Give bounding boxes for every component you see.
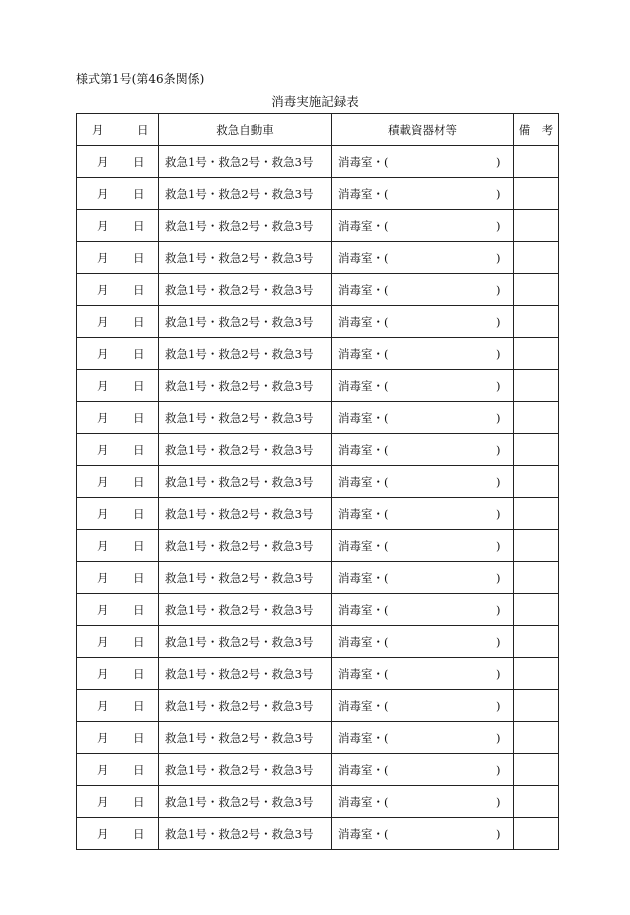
equipment-cell[interactable] (332, 306, 514, 338)
remarks-cell[interactable] (514, 722, 559, 754)
vehicle-cell[interactable]: 救急1号・救急2号・救急3号 (159, 242, 332, 274)
remarks-cell[interactable] (514, 562, 559, 594)
table-row (77, 402, 559, 434)
date-cell[interactable] (77, 434, 159, 466)
table-row (77, 498, 559, 530)
vehicle-cell[interactable]: 救急1号・救急2号・救急3号 (159, 146, 332, 178)
equipment-prefix: 消毒室・( (338, 410, 389, 425)
month-label: 月 (97, 186, 109, 201)
table-row (77, 658, 559, 690)
date-cell[interactable] (77, 786, 159, 818)
date-cell[interactable] (77, 306, 159, 338)
equipment-prefix: 消毒室・( (338, 282, 389, 297)
table-row (77, 530, 559, 562)
vehicle-cell[interactable]: 救急1号・救急2号・救急3号 (159, 722, 332, 754)
equipment-cell[interactable] (332, 786, 514, 818)
vehicle-cell[interactable]: 救急1号・救急2号・救急3号 (159, 658, 332, 690)
equipment-prefix: 消毒室・( (338, 314, 389, 329)
equipment-close-paren: ) (496, 826, 501, 841)
month-label: 月 (97, 666, 109, 681)
month-label: 月 (97, 570, 109, 585)
vehicle-cell[interactable]: 救急1号・救急2号・救急3号 (159, 818, 332, 850)
equipment-cell[interactable] (332, 754, 514, 786)
day-label: 日 (133, 250, 145, 265)
vehicle-cell[interactable]: 救急1号・救急2号・救急3号 (159, 626, 332, 658)
equipment-cell[interactable] (332, 338, 514, 370)
equipment-prefix: 消毒室・( (338, 474, 389, 489)
remarks-cell[interactable] (514, 146, 559, 178)
vehicle-cell[interactable]: 救急1号・救急2号・救急3号 (159, 306, 332, 338)
table-row (77, 818, 559, 850)
equipment-prefix: 消毒室・( (338, 826, 389, 841)
month-label: 月 (97, 506, 109, 521)
day-label: 日 (133, 602, 145, 617)
date-cell[interactable] (77, 178, 159, 210)
header-equipment: 積載資器材等 (332, 114, 514, 146)
equipment-prefix: 消毒室・( (338, 154, 389, 169)
date-cell[interactable] (77, 658, 159, 690)
month-label: 月 (97, 474, 109, 489)
month-label: 月 (97, 282, 109, 297)
day-label: 日 (133, 346, 145, 361)
equipment-prefix: 消毒室・( (338, 666, 389, 681)
day-label: 日 (133, 282, 145, 297)
equipment-close-paren: ) (496, 186, 501, 201)
date-cell[interactable] (77, 594, 159, 626)
remarks-cell[interactable] (514, 626, 559, 658)
date-cell[interactable] (77, 242, 159, 274)
table-row (77, 434, 559, 466)
day-label: 日 (133, 538, 145, 553)
equipment-cell[interactable] (332, 370, 514, 402)
day-label: 日 (133, 442, 145, 457)
equipment-close-paren: ) (496, 666, 501, 681)
table-row (77, 562, 559, 594)
table-row (77, 146, 559, 178)
table-row (77, 210, 559, 242)
remarks-cell[interactable] (514, 818, 559, 850)
day-label: 日 (133, 506, 145, 521)
month-label: 月 (97, 826, 109, 841)
equipment-prefix: 消毒室・( (338, 794, 389, 809)
month-label: 月 (97, 794, 109, 809)
vehicle-cell[interactable]: 救急1号・救急2号・救急3号 (159, 562, 332, 594)
vehicle-cell[interactable]: 救急1号・救急2号・救急3号 (159, 498, 332, 530)
day-label: 日 (133, 154, 145, 169)
day-label: 日 (133, 634, 145, 649)
disinfection-record-table (76, 113, 559, 850)
remarks-cell[interactable] (514, 594, 559, 626)
equipment-cell[interactable] (332, 626, 514, 658)
equipment-prefix: 消毒室・( (338, 218, 389, 233)
remarks-cell[interactable] (514, 370, 559, 402)
day-label: 日 (133, 698, 145, 713)
header-vehicle: 救急自動車 (159, 114, 332, 146)
remarks-cell[interactable] (514, 178, 559, 210)
equipment-prefix: 消毒室・( (338, 378, 389, 393)
table-row (77, 690, 559, 722)
day-label: 日 (133, 826, 145, 841)
month-label: 月 (97, 154, 109, 169)
vehicle-cell[interactable]: 救急1号・救急2号・救急3号 (159, 466, 332, 498)
date-cell[interactable] (77, 146, 159, 178)
remarks-cell[interactable] (514, 658, 559, 690)
vehicle-cell[interactable]: 救急1号・救急2号・救急3号 (159, 274, 332, 306)
date-cell[interactable] (77, 562, 159, 594)
equipment-prefix: 消毒室・( (338, 442, 389, 457)
equipment-cell[interactable] (332, 274, 514, 306)
date-cell[interactable] (77, 210, 159, 242)
vehicle-cell[interactable]: 救急1号・救急2号・救急3号 (159, 594, 332, 626)
date-cell[interactable] (77, 370, 159, 402)
equipment-prefix: 消毒室・( (338, 634, 389, 649)
table-row (77, 626, 559, 658)
equipment-close-paren: ) (496, 474, 501, 489)
equipment-close-paren: ) (496, 794, 501, 809)
day-label: 日 (133, 762, 145, 777)
remarks-cell[interactable] (514, 466, 559, 498)
date-cell[interactable] (77, 402, 159, 434)
equipment-close-paren: ) (496, 314, 501, 329)
remarks-cell[interactable] (514, 530, 559, 562)
vehicle-cell[interactable]: 救急1号・救急2号・救急3号 (159, 530, 332, 562)
month-label: 月 (97, 250, 109, 265)
date-cell[interactable] (77, 274, 159, 306)
equipment-prefix: 消毒室・( (338, 186, 389, 201)
header-row (77, 114, 559, 146)
date-cell[interactable] (77, 722, 159, 754)
remarks-cell[interactable] (514, 274, 559, 306)
month-label: 月 (97, 634, 109, 649)
vehicle-cell[interactable]: 救急1号・救急2号・救急3号 (159, 690, 332, 722)
remarks-cell[interactable] (514, 498, 559, 530)
vehicle-cell[interactable]: 救急1号・救急2号・救急3号 (159, 786, 332, 818)
equipment-cell[interactable] (332, 530, 514, 562)
table-row (77, 594, 559, 626)
equipment-close-paren: ) (496, 538, 501, 553)
day-label: 日 (133, 794, 145, 809)
equipment-close-paren: ) (496, 442, 501, 457)
equipment-cell[interactable] (332, 818, 514, 850)
header-date (77, 114, 159, 146)
table-row (77, 370, 559, 402)
equipment-cell[interactable] (332, 690, 514, 722)
equipment-cell[interactable] (332, 466, 514, 498)
equipment-prefix: 消毒室・( (338, 730, 389, 745)
month-label: 月 (97, 314, 109, 329)
remarks-cell[interactable] (514, 338, 559, 370)
equipment-close-paren: ) (496, 730, 501, 745)
remarks-cell[interactable] (514, 754, 559, 786)
date-cell[interactable] (77, 754, 159, 786)
equipment-close-paren: ) (496, 762, 501, 777)
table-row (77, 722, 559, 754)
month-label: 月 (97, 218, 109, 233)
equipment-cell[interactable] (332, 146, 514, 178)
equipment-prefix: 消毒室・( (338, 506, 389, 521)
vehicle-cell[interactable]: 救急1号・救急2号・救急3号 (159, 338, 332, 370)
equipment-prefix: 消毒室・( (338, 570, 389, 585)
form-number: 様式第1号(第46条関係) (76, 72, 205, 86)
month-label: 月 (97, 378, 109, 393)
table-row (77, 242, 559, 274)
table-row (77, 754, 559, 786)
date-cell[interactable] (77, 338, 159, 370)
day-label: 日 (133, 186, 145, 201)
equipment-close-paren: ) (496, 154, 501, 169)
equipment-prefix: 消毒室・( (338, 346, 389, 361)
date-cell[interactable] (77, 530, 159, 562)
equipment-cell[interactable] (332, 402, 514, 434)
equipment-prefix: 消毒室・( (338, 602, 389, 617)
day-label: 日 (133, 730, 145, 745)
table-row (77, 466, 559, 498)
month-label: 月 (97, 346, 109, 361)
date-cell[interactable] (77, 626, 159, 658)
date-cell[interactable] (77, 466, 159, 498)
vehicle-cell[interactable]: 救急1号・救急2号・救急3号 (159, 370, 332, 402)
month-label: 月 (97, 410, 109, 425)
header-remarks: 備 考 (514, 114, 559, 146)
equipment-cell[interactable] (332, 722, 514, 754)
remarks-cell[interactable] (514, 690, 559, 722)
vehicle-cell[interactable]: 救急1号・救急2号・救急3号 (159, 402, 332, 434)
equipment-close-paren: ) (496, 506, 501, 521)
month-label: 月 (97, 442, 109, 457)
equipment-prefix: 消毒室・( (338, 250, 389, 265)
header-month: 月 (92, 122, 104, 137)
equipment-close-paren: ) (496, 634, 501, 649)
date-cell[interactable] (77, 498, 159, 530)
equipment-close-paren: ) (496, 570, 501, 585)
table-row (77, 338, 559, 370)
month-label: 月 (97, 538, 109, 553)
date-cell[interactable] (77, 690, 159, 722)
date-cell[interactable] (77, 818, 159, 850)
table-row (77, 306, 559, 338)
table-row (77, 178, 559, 210)
equipment-close-paren: ) (496, 378, 501, 393)
equipment-cell[interactable] (332, 210, 514, 242)
day-label: 日 (133, 218, 145, 233)
equipment-cell[interactable] (332, 178, 514, 210)
vehicle-cell[interactable]: 救急1号・救急2号・救急3号 (159, 178, 332, 210)
remarks-cell[interactable] (514, 434, 559, 466)
vehicle-cell[interactable]: 救急1号・救急2号・救急3号 (159, 754, 332, 786)
header-day: 日 (137, 122, 149, 137)
equipment-close-paren: ) (496, 698, 501, 713)
day-label: 日 (133, 666, 145, 681)
equipment-prefix: 消毒室・( (338, 762, 389, 777)
vehicle-cell[interactable]: 救急1号・救急2号・救急3号 (159, 210, 332, 242)
day-label: 日 (133, 570, 145, 585)
month-label: 月 (97, 762, 109, 777)
document-title: 消毒実施記録表 (271, 94, 359, 109)
table-row (77, 786, 559, 818)
equipment-cell[interactable] (332, 658, 514, 690)
month-label: 月 (97, 602, 109, 617)
day-label: 日 (133, 474, 145, 489)
day-label: 日 (133, 314, 145, 329)
remarks-cell[interactable] (514, 242, 559, 274)
equipment-close-paren: ) (496, 282, 501, 297)
remarks-cell[interactable] (514, 786, 559, 818)
month-label: 月 (97, 730, 109, 745)
month-label: 月 (97, 698, 109, 713)
table-row (77, 274, 559, 306)
equipment-close-paren: ) (496, 602, 501, 617)
equipment-close-paren: ) (496, 410, 501, 425)
equipment-cell[interactable] (332, 242, 514, 274)
vehicle-cell[interactable]: 救急1号・救急2号・救急3号 (159, 434, 332, 466)
equipment-cell[interactable] (332, 434, 514, 466)
remarks-cell[interactable] (514, 210, 559, 242)
equipment-prefix: 消毒室・( (338, 698, 389, 713)
equipment-cell[interactable] (332, 594, 514, 626)
equipment-prefix: 消毒室・( (338, 538, 389, 553)
equipment-close-paren: ) (496, 250, 501, 265)
remarks-cell[interactable] (514, 306, 559, 338)
equipment-close-paren: ) (496, 218, 501, 233)
equipment-close-paren: ) (496, 346, 501, 361)
day-label: 日 (133, 378, 145, 393)
equipment-cell[interactable] (332, 562, 514, 594)
equipment-cell[interactable] (332, 498, 514, 530)
day-label: 日 (133, 410, 145, 425)
remarks-cell[interactable] (514, 402, 559, 434)
